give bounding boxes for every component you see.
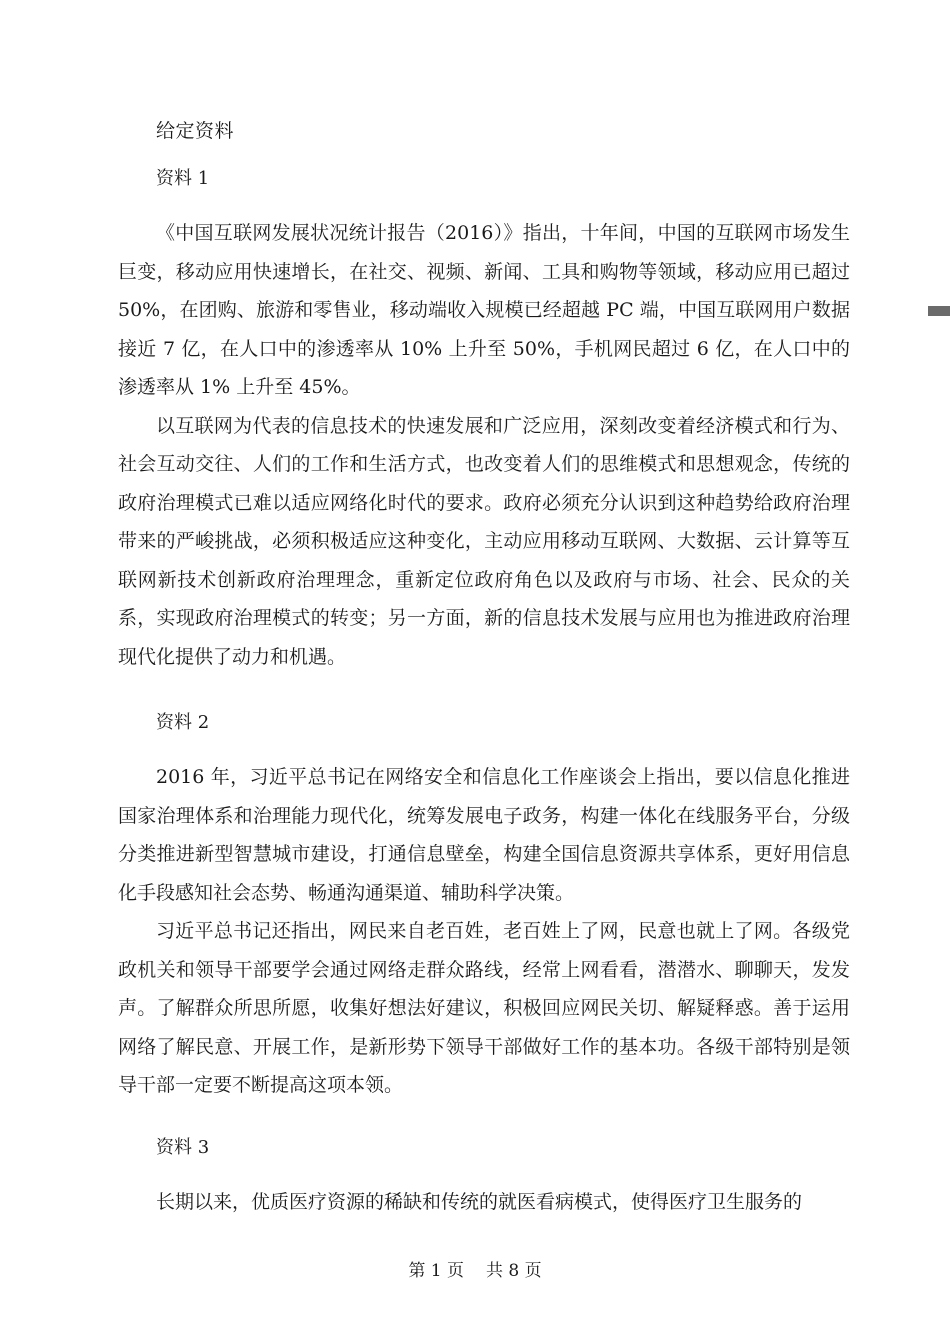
paragraph: 以互联网为代表的信息技术的快速发展和广泛应用，深刻改变着经济模式和行为、社会互动交往、人们的工作和生活方式，也改变着人们的思维模式和思想观念，传统的政府治理模式已难以适应网络化时代的要求。政府必须充分认识到这种趋势给政府治理带来的严峻挑战，必须积极适应这种变化，主动应用移动互联网、大数据、云计算等互联网新技术创新政府治理理念，重新定位政府角色以及政府与市场、社会、民众的关系，实现政府治理模式的转变；另一方面，新的信息技术发展与应用也为推进政府治理现代化提供了动力和机遇。: [118, 414, 850, 668]
material-section-3: [118, 1137, 850, 1222]
paragraph: 《中国互联网发展状况统计报告（2016）》指出，十年间，中国的互联网市场发生巨变，移动应用快速增长，在社交、视频、新闻、工具和购物等领域，移动应用已超过 50%，在团购、旅游和零售业，移动端收入规模已经超越 PC 端，中国互联网用户数据接近 7 亿，在人口中的渗透率从 10% 上升至 50%，手机网民超过 6 亿，在人口中的渗透率从 1% 上升至 45%。: [118, 222, 850, 398]
material-section-2: [118, 712, 850, 1105]
material-title: 资料 2: [156, 712, 210, 733]
material-title: 资料 1: [156, 168, 210, 189]
page-number: 第 1 页: [408, 1261, 464, 1281]
paragraph: 习近平总书记还指出，网民来自老百姓，老百姓上了网，民意也就上了网。各级党政机关和领导干部要学会通过网络走群众路线，经常上网看看，潜潜水、聊聊天，发发声。了解群众所思所愿，收集好想法好建议，积极回应网民关切、解疑释惑。善于运用网络了解民意、开展工作，是新形势下领导干部做好工作的基本功。各级干部特别是领导干部一定要不断提高这项本领。: [118, 920, 850, 1096]
material-section-1: [118, 168, 850, 676]
paragraph: 2016 年，习近平总书记在网络安全和信息化工作座谈会上指出，要以信息化推进国家治理体系和治理能力现代化，统筹发展电子政务，构建一体化在线服务平台，分级分类推进新型智慧城市建设，打通信息壁垒，构建全国信息资源共享体系，更好用信息化手段感知社会态势、畅通沟通渠道、辅助科学决策。: [118, 766, 850, 904]
material-title: 资料 3: [156, 1137, 210, 1158]
page-total: 共 8 页: [486, 1261, 542, 1281]
page-footer: [0, 1256, 950, 1281]
document-heading: 给定资料: [156, 120, 235, 142]
paragraph: 长期以来，优质医疗资源的稀缺和传统的就医看病模式，使得医疗卫生服务的: [156, 1191, 803, 1213]
binding-margin-marker: [928, 306, 950, 316]
